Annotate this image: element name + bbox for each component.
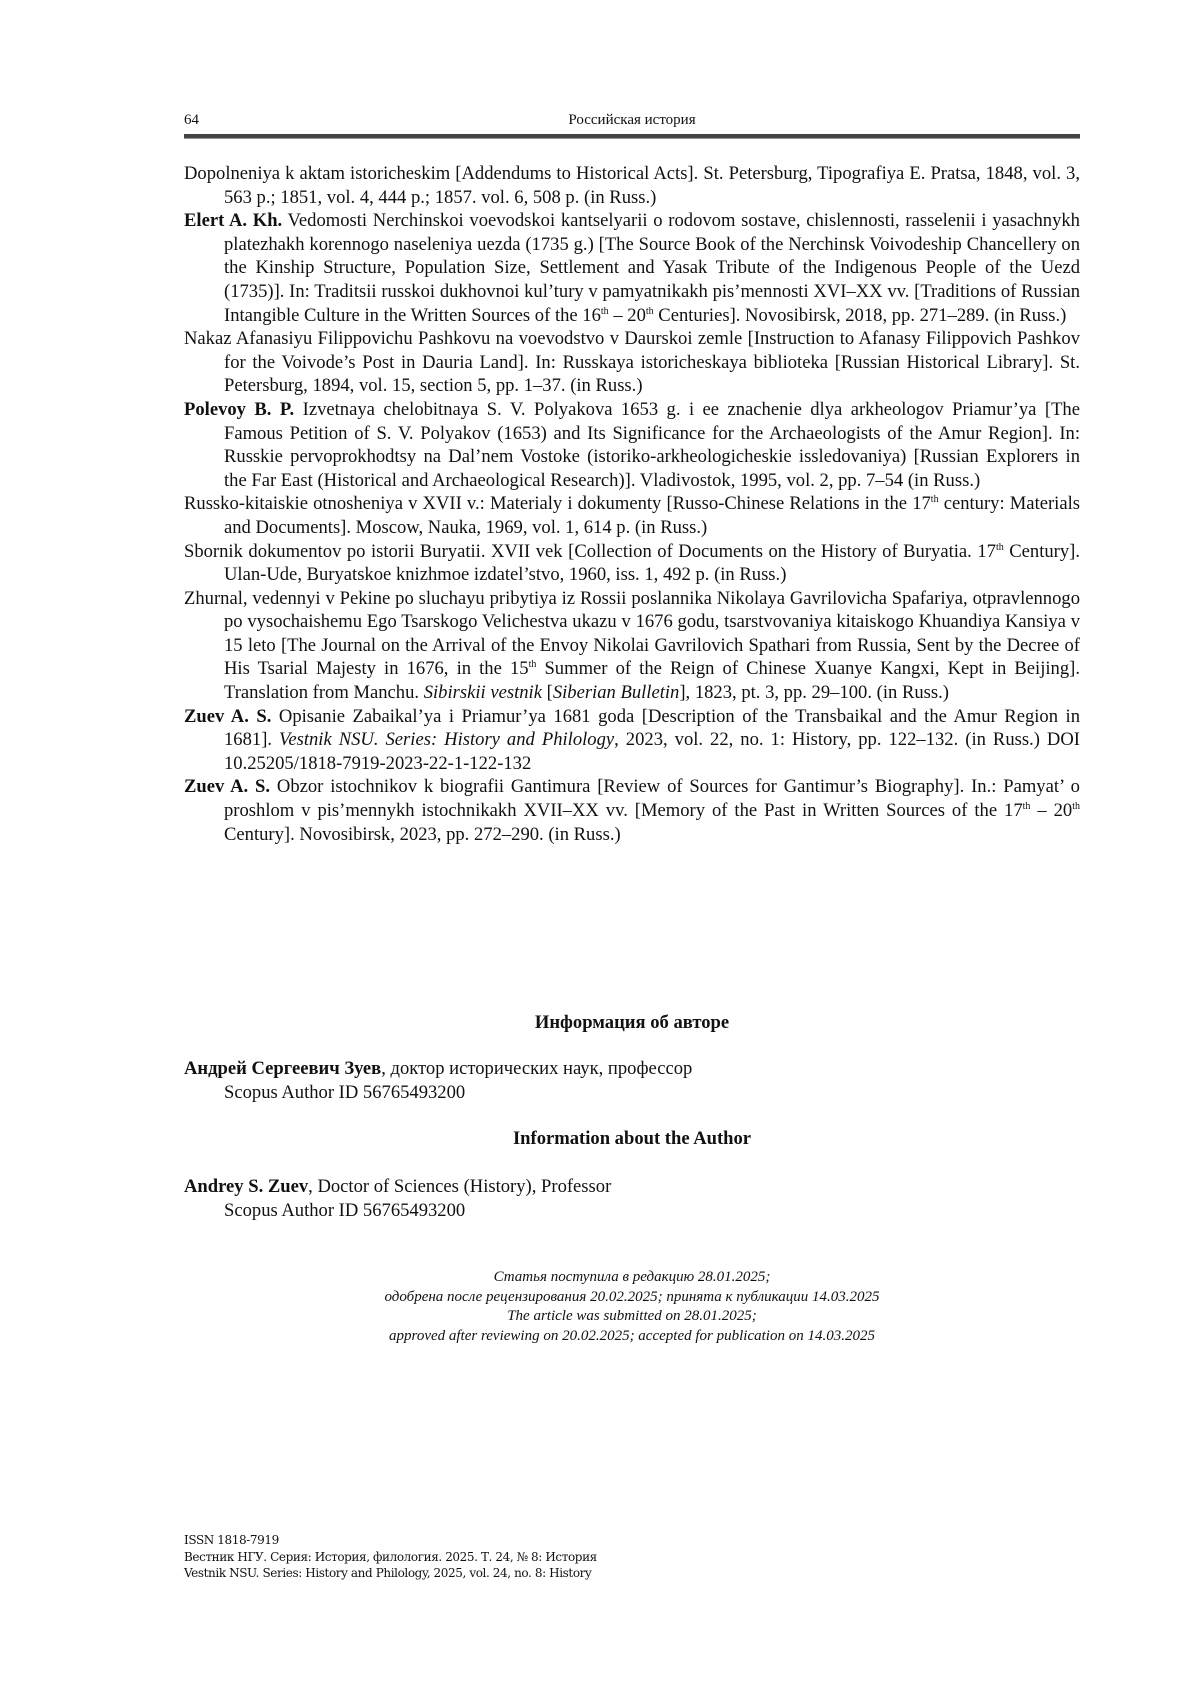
- author-name: Andrey S. Zuev: [184, 1176, 308, 1197]
- submission-dates: [184, 1268, 1080, 1346]
- reference-text: Opisanie Zabaikal’ya i Priamur’ya 1681 goda [Description of the Transbaikal and the Amur Region in 1681].: [224, 706, 1080, 751]
- reference-text: [: [542, 682, 553, 703]
- date-line: одобрена после рецензирования 20.02.2025; принята к публикации 14.03.2025: [184, 1288, 1080, 1308]
- page-number: 64: [184, 112, 199, 129]
- reference-entry: [184, 327, 1080, 398]
- ordinal-suffix: th: [646, 306, 654, 317]
- reference-entry: [184, 209, 1080, 327]
- date-line: Статья поступила в редакцию 28.01.2025;: [184, 1268, 1080, 1288]
- journal-citation-en: Vestnik NSU. Series: History and Philology, 2025, vol. 24, no. 8: History: [184, 1565, 597, 1582]
- reference-title-italic: Sibirskii vestnik: [424, 682, 542, 703]
- ordinal-suffix: th: [996, 542, 1004, 553]
- reference-text: Nakaz Afanasiyu Filippovichu Pashkovu na voevodstvo v Daurskoi zemle [Instruction to Afanasy Filippovich Pashkov for the Voivode’s Post in Dauria Land]. In: Russkaya istoricheskaya biblioteka [Russian Historical Library]. St. Petersburg, 1894, vol. 15, section 5, pp. 1–37. (in Russ.): [184, 328, 1080, 396]
- scopus-id: Scopus Author ID 56765493200: [184, 1199, 1080, 1223]
- date-line: The article was submitted on 28.01.2025;: [184, 1307, 1080, 1327]
- reference-entry: [184, 398, 1080, 492]
- reference-text: Dopolneniya k aktam istoricheskim [Addendums to Historical Acts]. St. Petersburg, Tipografiya E. Pratsa, 1848, vol. 3, 563 p.; 1851, vol. 4, 444 p.; 1857. vol. 6, 508 p. (in Russ.): [184, 163, 1080, 208]
- author-info-ru: [184, 1057, 1080, 1104]
- reference-entry: [184, 162, 1080, 209]
- header-rule: [184, 134, 1080, 139]
- page-footer: [184, 1532, 597, 1582]
- reference-text: – 20: [1030, 800, 1072, 821]
- date-line: approved after reviewing on 20.02.2025; accepted for publication on 14.03.2025: [184, 1327, 1080, 1347]
- reference-text: Sbornik dokumentov po istorii Buryatii. XVII vek [Collection of Documents on the History of Buryatia. 17: [184, 541, 996, 562]
- author-info-heading-ru: Информация об авторе: [184, 1012, 1080, 1034]
- reference-author: Zuev A. S.: [184, 776, 270, 797]
- reference-text: Zhurnal, vedennyi v Pekine po sluchayu pribytiya iz Rossii poslannika Nikolaya Gavrilovicha Spafariya, otpravlennogo po vysochaishemu Ego Tsarskogo Velichestva ukazu v 1676 godu, tsarstvovaniya kitaiskogo Khuandiya Kansiya v 15 leto [The Journal on the Arrival of the Envoy Nikolai Gavrilovich Spathari from Russia, Sent by the Decree of His Tsarial Majesty in 1676, in the 15: [184, 588, 1080, 680]
- reference-text: ], 1823, pt. 3, pp. 29–100. (in Russ.): [679, 682, 949, 703]
- reference-entry: [184, 540, 1080, 587]
- ordinal-suffix: th: [1072, 801, 1080, 812]
- page-header: [184, 112, 1080, 134]
- issn: ISSN 1818-7919: [184, 1532, 597, 1549]
- reference-entry: [184, 587, 1080, 705]
- author-info-en: [184, 1175, 1080, 1222]
- reference-author: Zuev A. S.: [184, 706, 271, 727]
- reference-entry: [184, 775, 1080, 846]
- scopus-id: Scopus Author ID 56765493200: [184, 1081, 1080, 1105]
- reference-title-italic: Siberian Bulletin: [553, 682, 680, 703]
- author-details: , доктор исторических наук, профессор: [381, 1058, 692, 1079]
- reference-text: century: Materials and Documents]. Moscow, Nauka, 1969, vol. 1, 614 p. (in Russ.): [224, 493, 1080, 538]
- ordinal-suffix: th: [601, 306, 609, 317]
- reference-text: , 2023, vol. 22, no. 1: History, pp. 122–132. (in Russ.) DOI 10.25205/1818-7919-2023-22-1-122-132: [224, 729, 1080, 774]
- journal-citation-ru: Вестник НГУ. Серия: История, филология. 2025. Т. 24, № 8: История: [184, 1549, 597, 1566]
- ordinal-suffix: th: [931, 494, 939, 505]
- running-title: Российская история: [184, 112, 1080, 129]
- author-details: , Doctor of Sciences (History), Professor: [308, 1176, 611, 1197]
- reference-author: Elert A. Kh.: [184, 210, 282, 231]
- reference-entry: [184, 492, 1080, 539]
- reference-text: Izvetnaya chelobitnaya S. V. Polyakova 1653 g. i ee znachenie dlya arkheologov Priamur’ya [The Famous Petition of S. V. Polyakov (1653) and Its Significance for the Archaeologists of the Amur Region]. In: Russkie pervoprokhodtsy na Dal’nem Vostoke (istoriko-arkheologicheskie issledovaniya) [Russian Explorers in the Far East (Historical and Archaeological Research)]. Vladivostok, 1995, vol. 2, pp. 7–54 (in Russ.): [224, 399, 1080, 491]
- author-info-heading-en: Information about the Author: [184, 1128, 1080, 1150]
- reference-text: Obzor istochnikov k biografii Gantimura [Review of Sources for Gantimur’s Biography]. In.: Pamyat’ o proshlom v pis’mennykh istochnikakh XVII–XX vv. [Memory of the Past in Written Sources of the 17: [224, 776, 1080, 821]
- reference-text: Vedomosti Nerchinskoi voevodskoi kantselyarii o rodovom sostave, chislennosti, rasselenii i yasachnykh platezhakh korennogo naseleniya uezda (1735 g.) [The Source Book of the Nerchinsk Voivodeship Chancellery on the Kinship Structure, Population Size, Settlement and Yasak Tribute of the Indigenous People of the Uezd (1735)]. In: Traditsii russkoi dukhovnoi kul’tury v pamyatnikakh pis’mennosti XVI–XX vv. [Traditions of Russian Intangible Culture in the Written Sources of the 16: [224, 210, 1080, 325]
- reference-text: – 20: [609, 305, 646, 326]
- reference-text: Summer of the Reign of Chinese Xuanye Kangxi, Kept in Beijing]. Translation from Manchu.: [224, 658, 1080, 703]
- reference-list: [184, 162, 1080, 846]
- author-name: Андрей Сергеевич Зуев: [184, 1058, 381, 1079]
- ordinal-suffix: th: [1023, 801, 1031, 812]
- reference-text: Centuries]. Novosibirsk, 2018, pp. 271–289. (in Russ.): [654, 305, 1067, 326]
- reference-author: Polevoy B. P.: [184, 399, 294, 420]
- reference-title-italic: Vestnik NSU. Series: History and Philology: [279, 729, 614, 750]
- reference-text: Century]. Novosibirsk, 2023, pp. 272–290. (in Russ.): [224, 824, 621, 845]
- reference-entry: [184, 705, 1080, 776]
- reference-text: Century]. Ulan-Ude, Buryatskoe knizhmoe izdatel’stvo, 1960, iss. 1, 492 p. (in Russ.): [224, 541, 1080, 586]
- ordinal-suffix: th: [529, 659, 537, 670]
- reference-text: Russko-kitaiskie otnosheniya v XVII v.: Materialy i dokumenty [Russo-Chinese Relations in the 17: [184, 493, 931, 514]
